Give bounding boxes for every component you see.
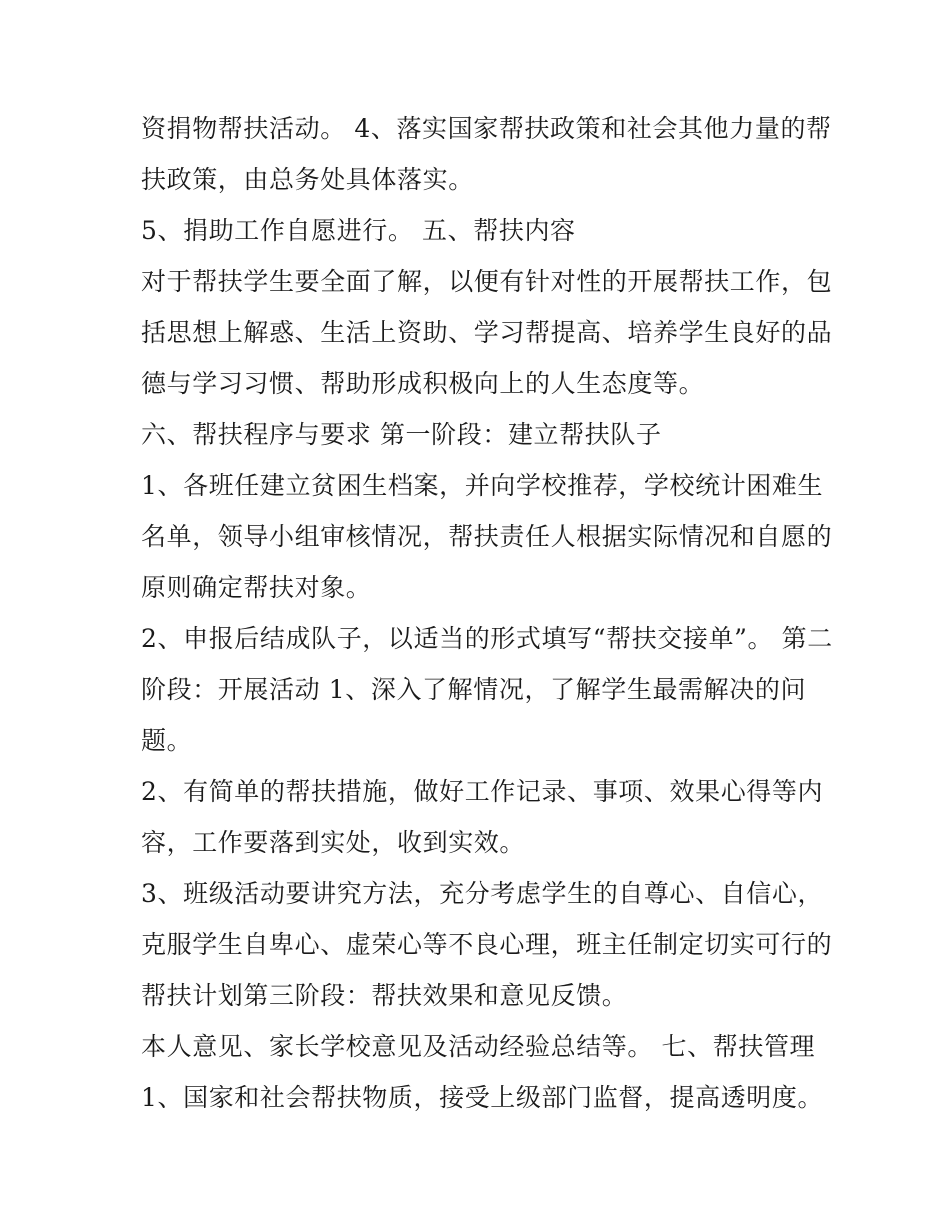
text-line: 对于帮扶学生要全面了解，以便有针对性的开展帮扶工作，包 [141, 267, 833, 296]
text-line: 容，工作要落到实处，收到实效。 [141, 828, 526, 857]
text-line: 原则确定帮扶对象。 [141, 573, 372, 602]
text-line: 德与学习习惯、帮助形成积极向上的人生态度等。 [141, 369, 705, 398]
text-line: 克服学生自卑心、虚荣心等不良心理，班主任制定切实可行的 [141, 930, 833, 959]
text-line: 帮扶计划第三阶段：帮扶效果和意见反馈。 [141, 981, 628, 1010]
text-line: 括思想上解惑、生活上资助、学习帮提高、培养学生良好的品 [141, 318, 833, 347]
text-line: 资捐物帮扶活动。 4、落实国家帮扶政策和社会其他力量的帮 [141, 114, 832, 143]
text-line: 阶段：开展活动 1、深入了解情况，了解学生最需解决的问 [141, 675, 807, 704]
text-line: 题。 [141, 726, 193, 755]
text-line: 本人意见、家长学校意见及活动经验总结等。 七、帮扶管理 [141, 1032, 816, 1061]
text-line: 扶政策，由总务处具体落实。 [141, 165, 474, 194]
text-line: 2、申报后结成队子，以适当的形式填写“帮扶交接单”。 第二 [141, 624, 833, 653]
text-line: 3、班级活动要讲究方法，充分考虑学生的自尊心、自信心， [141, 879, 824, 908]
text-line: 名单，领导小组审核情况，帮扶责任人根据实际情况和自愿的 [141, 522, 833, 551]
text-line: 1、国家和社会帮扶物质，接受上级部门监督，提高透明度。 [141, 1083, 824, 1112]
text-line: 1、各班任建立贫困生档案，并向学校推荐，学校统计困难生 [141, 471, 824, 500]
text-line: 5、捐助工作自愿进行。 五、帮扶内容 [141, 216, 576, 245]
text-line: 六、帮扶程序与要求 第一阶段：建立帮扶队子 [141, 420, 662, 449]
text-line: 2、有简单的帮扶措施，做好工作记录、事项、效果心得等内 [141, 777, 824, 806]
